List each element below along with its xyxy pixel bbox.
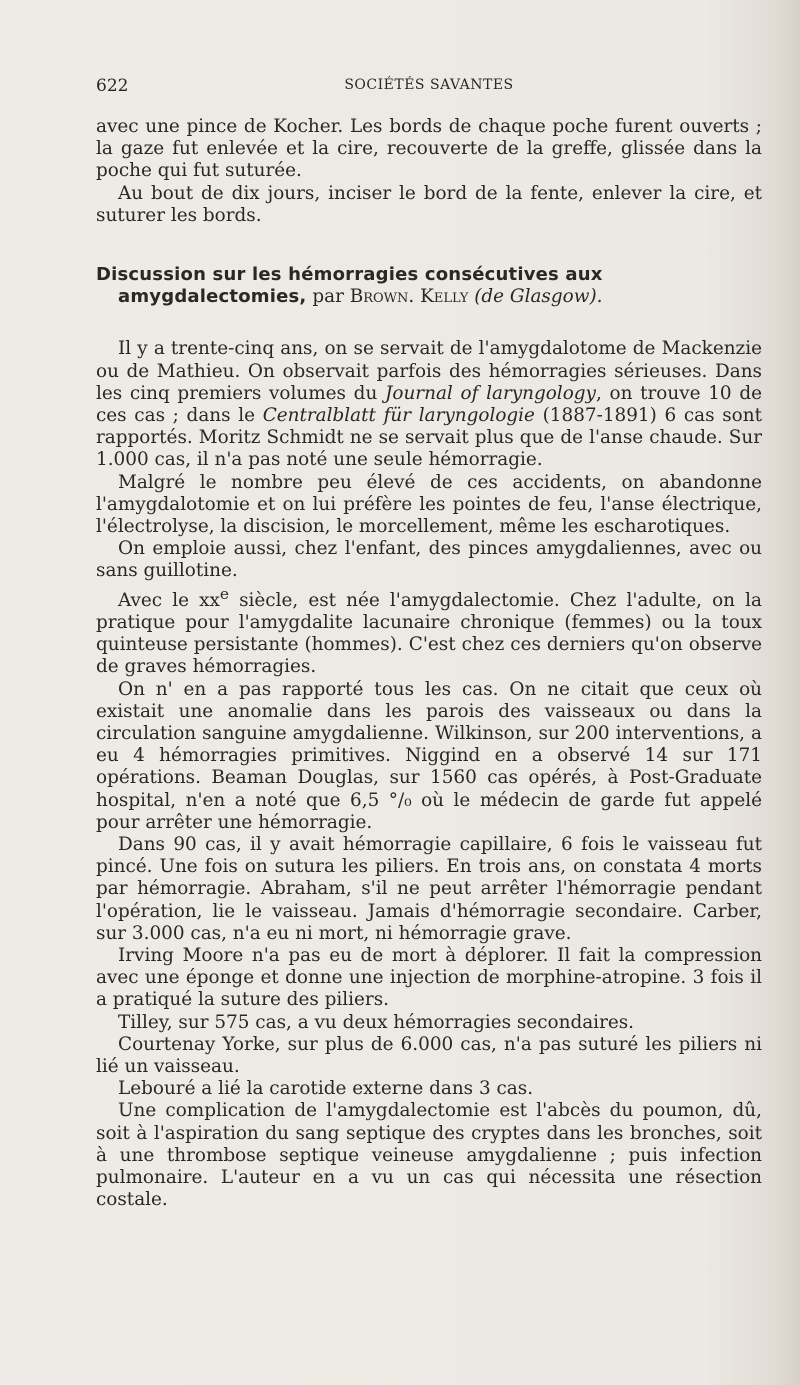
body-paragraph-6: Dans 90 cas, il y avait hémorragie capillaire, 6 fois le vaisseau fut pincé. Une fois on sutura les piliers. En trois ans, on constata 4 morts par hémorragie. Abraham, s'il ne peut arrêter l'hémorragie pendant l'opération, lie le vaisseau. Jamais d'hémorragie secondaire. Carber, sur 3.000 cas, n'a eu ni mort, ni hémorragie grave. — [96, 834, 762, 944]
page-content — [96, 116, 762, 1211]
section-author: Brown. Kelly — [349, 286, 469, 308]
body-paragraph-7: Irving Moore n'a pas eu de mort à déplorer. Il fait la compression avec une éponge et donne une injection de morphine-atropine. 3 fois il a pratiqué la suture des piliers. — [96, 945, 762, 1011]
centralblatt-title: Centralblatt für laryngologie — [262, 405, 535, 427]
section-title: Discussion sur les hémorragies consécutives aux amygdalectomies, — [96, 264, 603, 308]
body-paragraph-2: Malgré le nombre peu élevé de ces accidents, on abandonne l'amygdalotomie et on lui préfère les pointes de feu, l'anse électrique, l'électrolyse, la discision, le morcellement, même les escharotiques. — [96, 471, 762, 538]
body-paragraph-11: Une complication de l'amygdalectomie est l'abcès du poumon, dû, soit à l'aspiration du sang septique des cryptes dans les bronches, soit à une thrombose septique veineuse amygdalienne ; puis infection pulmonaire. L'auteur en a vu un cas qui nécessita une résection costale. — [96, 1100, 762, 1211]
body-paragraph-4 — [96, 583, 762, 679]
text-run: où le médecin de garde fut appelé pour arrêter une hémorragie. — [96, 789, 762, 833]
running-title: SOCIÉTÉS SAVANTES — [344, 77, 514, 93]
body-paragraph-3: On emploie aussi, chez l'enfant, des pinces amygdaliennes, avec ou sans guillotine. — [96, 538, 762, 582]
body-paragraph-5 — [96, 679, 762, 834]
text-run: On n' en a pas rapporté tous les cas. On ne citait que ceux où existait une anomalie dans les parois des vaisseaux ou dans la circulation sanguine amygdalienne. Wilkinson, sur 200 interventions, a eu 4 hémorragies primitives. Niggind en a observé 14 sur 171 opérations. Beaman Douglas, sur 1560 cas opérés, à Post-Graduate hospital, n'en a noté que 6,5 — [96, 678, 762, 811]
page-number: 622 — [96, 76, 129, 96]
page-header — [96, 76, 762, 98]
journal-title: Journal of laryngology — [385, 382, 596, 404]
text-run: siècle, est née l'amygdalectomie. Chez l'adulte, on la pratique pour l'amygdalite lacunaire chronique (femmes) ou la toux quinteuse persistante (hommes). C'est chez ces derniers qu'on observe de graves hémorragies. — [96, 589, 762, 678]
section-by: par — [312, 286, 344, 308]
text-run: , on trouve 10 de ces cas ; dans le — [96, 382, 762, 427]
body-paragraph-1 — [96, 338, 762, 471]
percent-sign: °/₀ — [388, 789, 412, 811]
section-heading — [96, 264, 762, 308]
text-run: Avec le xx — [118, 589, 220, 611]
body-paragraph-8: Tilley, sur 575 cas, a vu deux hémorragies secondaires. — [118, 1011, 635, 1033]
body-paragraph-9: Courtenay Yorke, sur plus de 6.000 cas, n'a pas suturé les piliers ni lié un vaisseau. — [96, 1033, 762, 1078]
text-run: (1887-1891) 6 cas sont rapportés. Moritz Schmidt ne se servait plus que de l'anse chaude. Sur 1.000 cas, il n'a pas noté une seule hémorragie. — [96, 405, 762, 471]
intro-paragraph-2: Au bout de dix jours, inciser le bord de la fente, enlever la cire, et suturer les bords. — [96, 182, 762, 226]
section-affiliation: (de Glasgow). — [474, 286, 603, 308]
superscript: e — [219, 584, 229, 603]
text-run: Il y a trente-cinq ans, on se servait de l'amygdalotome de Mackenzie ou de Mathieu. On observait parfois des hémorragies sérieuses. Dans les cinq premiers volumes du — [96, 338, 762, 404]
body-paragraph-10: Lebouré a lié la carotide externe dans 3 cas. — [118, 1078, 534, 1100]
intro-paragraph-1: avec une pince de Kocher. Les bords de chaque poche furent ouverts ; la gaze fut enlevée et la cire, recouverte de la greffe, glissée dans la poche qui fut suturée. — [96, 116, 762, 182]
